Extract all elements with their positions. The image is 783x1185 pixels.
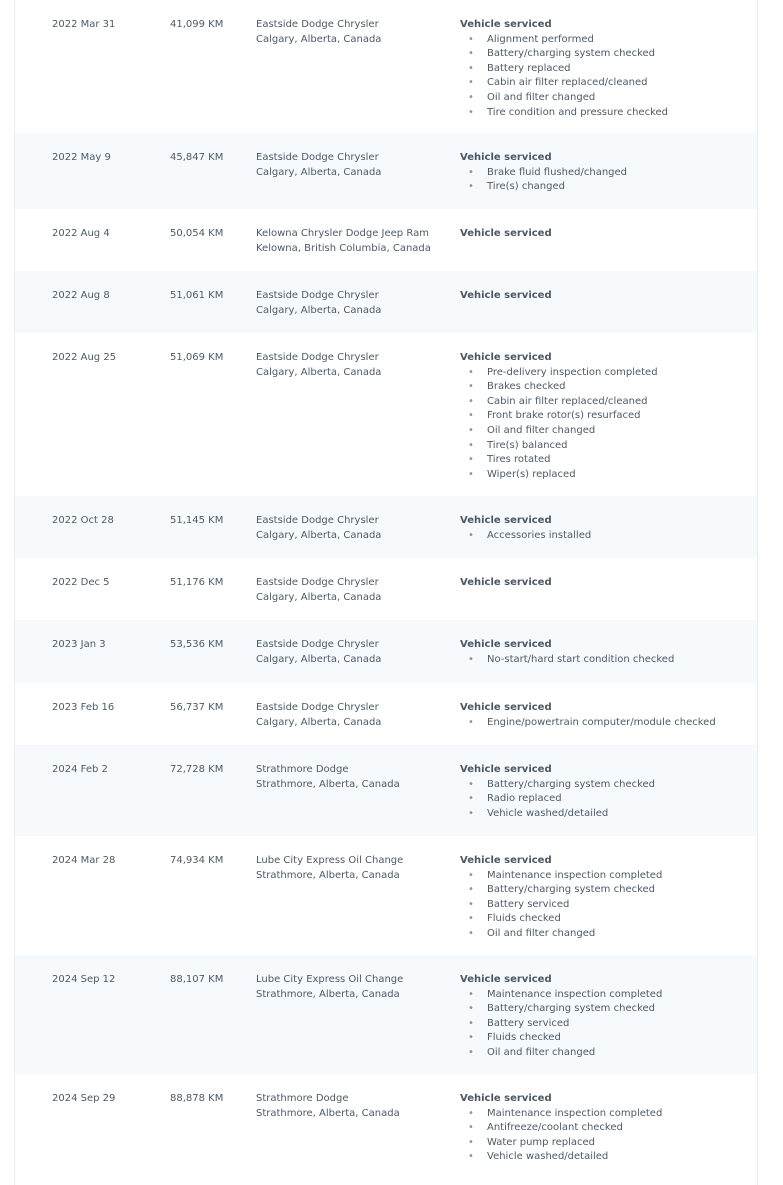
service-items-list xyxy=(460,529,755,544)
service-item: • Engine/powertrain computer/module checked xyxy=(460,716,755,731)
service-item: • Battery/charging system checked xyxy=(460,1002,755,1017)
service-type: Vehicle serviced xyxy=(460,1093,552,1104)
service-item: • Oil and filter changed xyxy=(460,927,755,942)
service-type: Vehicle serviced xyxy=(460,577,552,588)
service-date: 2022 Aug 8 xyxy=(52,290,110,301)
service-record-row xyxy=(15,558,757,620)
odometer-reading: 51,176 KM xyxy=(170,577,224,588)
service-location xyxy=(256,973,456,1002)
odometer-reading: 88,878 KM xyxy=(170,1093,224,1104)
dealer-name: Lube City Express Oil Change xyxy=(256,974,404,985)
service-type: Vehicle serviced xyxy=(460,19,552,30)
service-item: • Brake fluid flushed/changed xyxy=(460,166,755,181)
service-date: 2023 Jan 3 xyxy=(52,639,106,650)
odometer-reading: 51,069 KM xyxy=(170,352,224,363)
dealer-name: Strathmore Dodge xyxy=(256,764,349,775)
service-type: Vehicle serviced xyxy=(460,290,552,301)
service-history-panel xyxy=(14,0,758,1185)
dealer-name: Eastside Dodge Chrysler xyxy=(256,639,379,650)
odometer-reading: 72,728 KM xyxy=(170,764,224,775)
service-item: • Battery serviced xyxy=(460,1017,755,1032)
dealer-city: Calgary, Alberta, Canada xyxy=(256,716,382,728)
service-details xyxy=(460,701,755,730)
service-item: • Battery/charging system checked xyxy=(460,778,755,793)
service-location xyxy=(256,576,456,605)
service-details xyxy=(460,763,755,821)
service-details xyxy=(460,514,755,543)
service-item: • Vehicle washed/detailed xyxy=(460,807,755,822)
service-date: 2024 Mar 28 xyxy=(52,855,116,866)
service-location xyxy=(256,763,456,792)
odometer-reading: 53,536 KM xyxy=(170,639,224,650)
service-item: • Tire condition and pressure checked xyxy=(460,106,755,121)
dealer-name: Lube City Express Oil Change xyxy=(256,855,404,866)
service-location xyxy=(256,701,456,730)
dealer-name: Eastside Dodge Chrysler xyxy=(256,515,379,526)
service-details xyxy=(460,18,755,120)
service-item: • Battery/charging system checked xyxy=(460,47,755,62)
dealer-city: Strathmore, Alberta, Canada xyxy=(256,778,400,790)
service-items-list xyxy=(460,166,755,195)
service-details xyxy=(460,151,755,195)
service-item: • Antifreeze/coolant checked xyxy=(460,1121,755,1136)
service-items-list xyxy=(460,988,755,1061)
dealer-city: Calgary, Alberta, Canada xyxy=(256,366,382,378)
service-location xyxy=(256,289,456,318)
service-item: • Maintenance inspection completed xyxy=(460,1107,755,1122)
dealer-name: Eastside Dodge Chrysler xyxy=(256,290,379,301)
service-details xyxy=(460,227,755,242)
dealer-name: Strathmore Dodge xyxy=(256,1093,349,1104)
dealer-name: Eastside Dodge Chrysler xyxy=(256,577,379,588)
service-type: Vehicle serviced xyxy=(460,764,552,775)
service-record-row xyxy=(15,1074,757,1184)
odometer-reading: 41,099 KM xyxy=(170,19,224,30)
service-item: • Fluids checked xyxy=(460,912,755,927)
service-location xyxy=(256,227,456,256)
service-item: • Vehicle washed/detailed xyxy=(460,1150,755,1165)
service-details xyxy=(460,854,755,942)
service-location xyxy=(256,514,456,543)
service-location xyxy=(256,151,456,180)
service-item: • Wiper(s) replaced xyxy=(460,468,755,483)
service-record-row xyxy=(15,745,757,836)
service-date: 2024 Sep 29 xyxy=(52,1093,116,1104)
dealer-city: Calgary, Alberta, Canada xyxy=(256,166,382,178)
service-records-list xyxy=(15,0,757,1184)
service-items-list xyxy=(460,653,755,668)
service-item: • Battery/charging system checked xyxy=(460,883,755,898)
service-item: • Accessories installed xyxy=(460,529,755,544)
service-record-row xyxy=(15,836,757,955)
service-type: Vehicle serviced xyxy=(460,152,552,163)
service-record-row xyxy=(15,496,757,558)
service-details xyxy=(460,289,755,304)
service-item: • Brakes checked xyxy=(460,380,755,395)
service-items-list xyxy=(460,1107,755,1165)
service-items-list xyxy=(460,366,755,483)
dealer-city: Calgary, Alberta, Canada xyxy=(256,529,382,541)
odometer-reading: 88,107 KM xyxy=(170,974,224,985)
service-items-list xyxy=(460,869,755,942)
service-type: Vehicle serviced xyxy=(460,515,552,526)
dealer-city: Calgary, Alberta, Canada xyxy=(256,304,382,316)
dealer-name: Eastside Dodge Chrysler xyxy=(256,19,379,30)
service-date: 2022 Oct 28 xyxy=(52,515,114,526)
dealer-city: Strathmore, Alberta, Canada xyxy=(256,869,400,881)
odometer-reading: 56,737 KM xyxy=(170,702,224,713)
service-location xyxy=(256,18,456,47)
service-item: • Pre-delivery inspection completed xyxy=(460,366,755,381)
service-details xyxy=(460,638,755,667)
dealer-city: Strathmore, Alberta, Canada xyxy=(256,1107,400,1119)
odometer-reading: 45,847 KM xyxy=(170,152,224,163)
dealer-city: Strathmore, Alberta, Canada xyxy=(256,988,400,1000)
service-date: 2022 Mar 31 xyxy=(52,19,116,30)
service-date: 2022 May 9 xyxy=(52,152,111,163)
service-item: • Battery replaced xyxy=(460,62,755,77)
service-items-list xyxy=(460,778,755,822)
service-location xyxy=(256,351,456,380)
service-record-row xyxy=(15,333,757,496)
service-item: • Tire(s) balanced xyxy=(460,439,755,454)
service-date: 2022 Aug 4 xyxy=(52,228,110,239)
service-date: 2022 Dec 5 xyxy=(52,577,110,588)
service-item: • Maintenance inspection completed xyxy=(460,988,755,1003)
service-details xyxy=(460,1092,755,1165)
service-type: Vehicle serviced xyxy=(460,702,552,713)
dealer-name: Eastside Dodge Chrysler xyxy=(256,702,379,713)
odometer-reading: 50,054 KM xyxy=(170,228,224,239)
dealer-city: Calgary, Alberta, Canada xyxy=(256,33,382,45)
service-item: • Cabin air filter replaced/cleaned xyxy=(460,395,755,410)
service-items-list xyxy=(460,716,755,731)
service-item: • Oil and filter changed xyxy=(460,424,755,439)
service-type: Vehicle serviced xyxy=(460,228,552,239)
service-record-row xyxy=(15,209,757,271)
service-item: • Maintenance inspection completed xyxy=(460,869,755,884)
service-item: • No-start/hard start condition checked xyxy=(460,653,755,668)
dealer-city: Kelowna, British Columbia, Canada xyxy=(256,242,431,254)
service-details xyxy=(460,973,755,1061)
service-item: • Cabin air filter replaced/cleaned xyxy=(460,76,755,91)
dealer-city: Calgary, Alberta, Canada xyxy=(256,591,382,603)
dealer-name: Kelowna Chrysler Dodge Jeep Ram xyxy=(256,228,429,239)
service-item: • Fluids checked xyxy=(460,1031,755,1046)
service-type: Vehicle serviced xyxy=(460,855,552,866)
service-item: • Battery serviced xyxy=(460,898,755,913)
service-item: • Oil and filter changed xyxy=(460,1046,755,1061)
odometer-reading: 74,934 KM xyxy=(170,855,224,866)
service-location xyxy=(256,854,456,883)
service-record-row xyxy=(15,620,757,683)
service-date: 2024 Feb 2 xyxy=(52,764,108,775)
odometer-reading: 51,061 KM xyxy=(170,290,224,301)
service-record-row xyxy=(15,133,757,209)
service-item: • Alignment performed xyxy=(460,33,755,48)
service-location xyxy=(256,638,456,667)
service-type: Vehicle serviced xyxy=(460,974,552,985)
service-record-row xyxy=(15,271,757,333)
service-record-row xyxy=(15,0,757,133)
service-details xyxy=(460,576,755,591)
service-item: • Radio replaced xyxy=(460,792,755,807)
service-record-row xyxy=(15,683,757,745)
service-item: • Oil and filter changed xyxy=(460,91,755,106)
dealer-name: Eastside Dodge Chrysler xyxy=(256,152,379,163)
dealer-city: Calgary, Alberta, Canada xyxy=(256,653,382,665)
odometer-reading: 51,145 KM xyxy=(170,515,224,526)
service-item: • Front brake rotor(s) resurfaced xyxy=(460,409,755,424)
service-location xyxy=(256,1092,456,1121)
service-date: 2024 Sep 12 xyxy=(52,974,116,985)
service-date: 2022 Aug 25 xyxy=(52,352,117,363)
dealer-name: Eastside Dodge Chrysler xyxy=(256,352,379,363)
service-type: Vehicle serviced xyxy=(460,352,552,363)
service-item: • Tires rotated xyxy=(460,453,755,468)
service-date: 2023 Feb 16 xyxy=(52,702,115,713)
service-item: • Water pump replaced xyxy=(460,1136,755,1151)
service-type: Vehicle serviced xyxy=(460,639,552,650)
service-record-row xyxy=(15,955,757,1074)
service-item: • Tire(s) changed xyxy=(460,180,755,195)
service-items-list xyxy=(460,33,755,121)
service-details xyxy=(460,351,755,482)
